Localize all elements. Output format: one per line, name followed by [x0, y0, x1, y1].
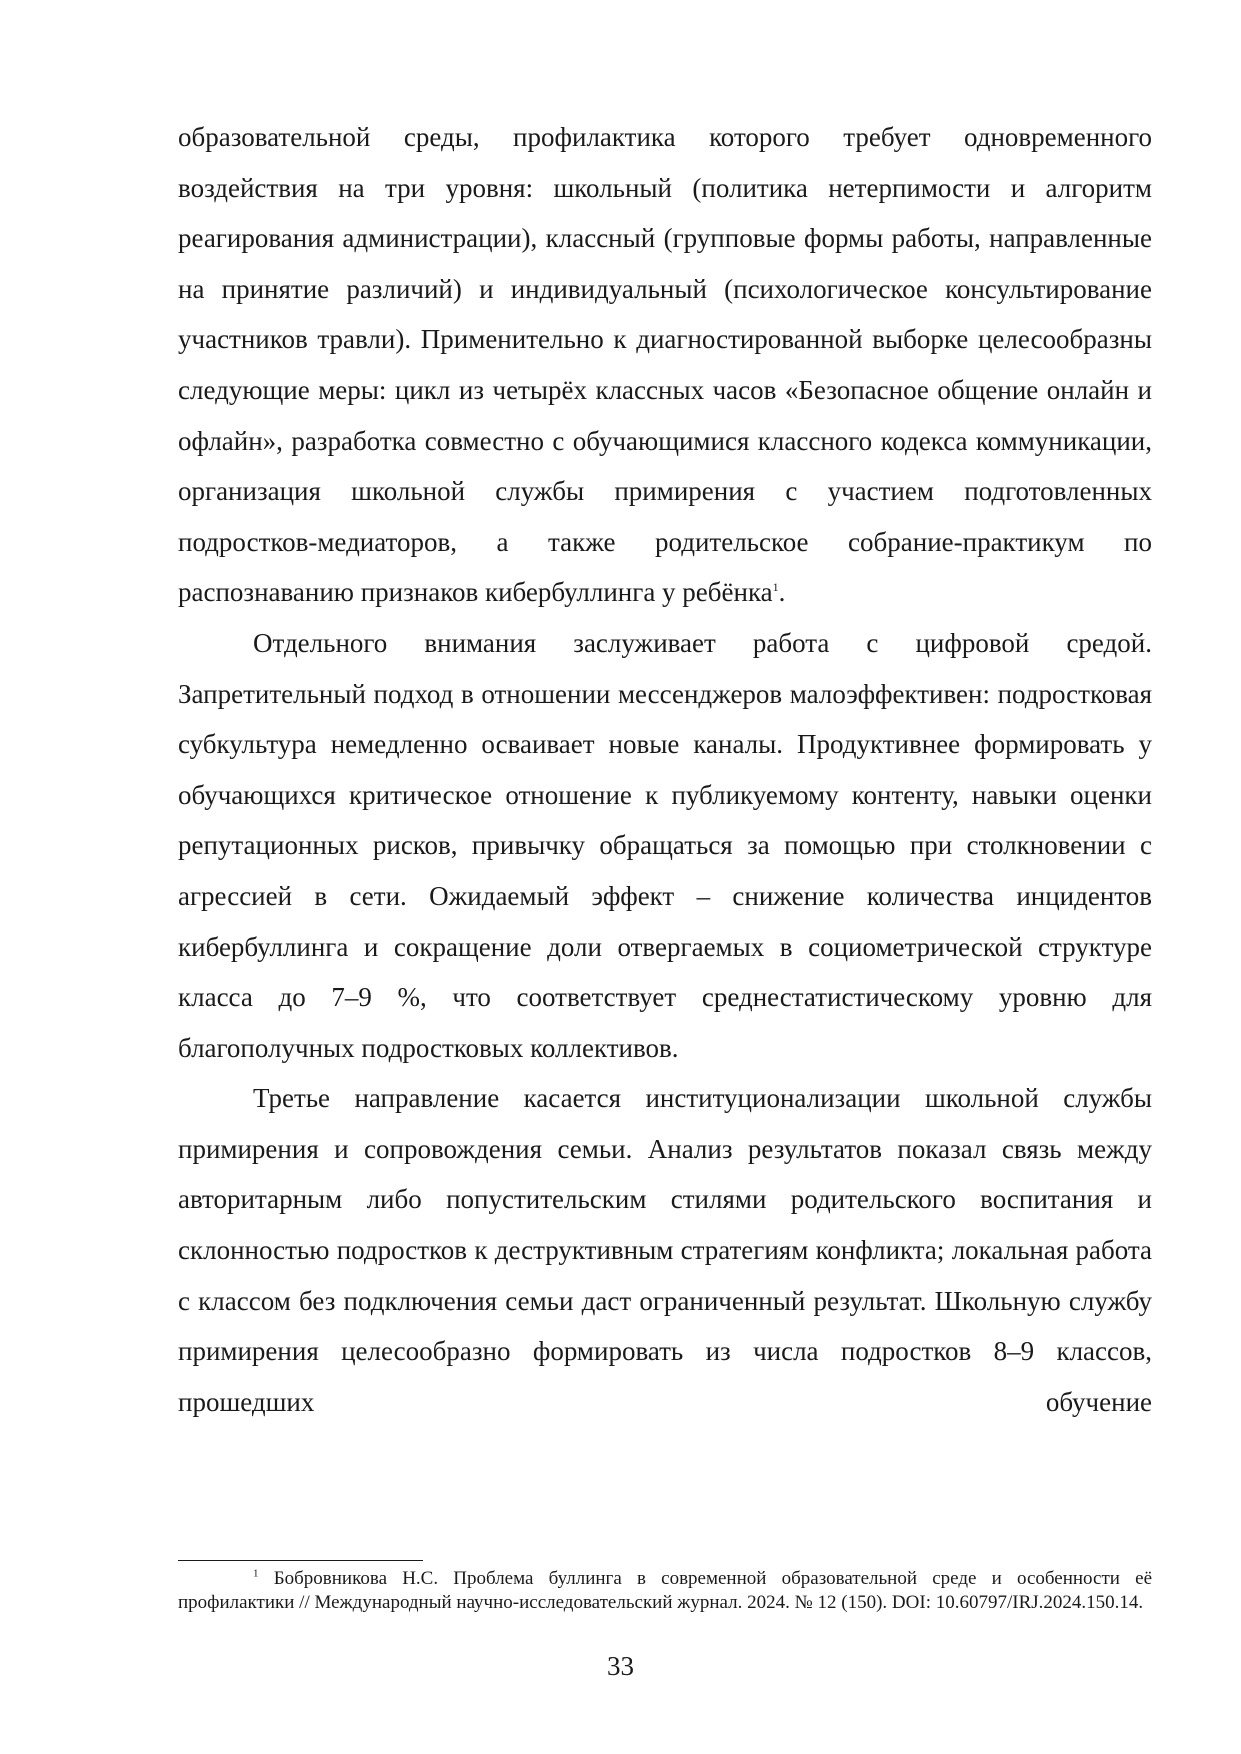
footnote-number: 1: [253, 1567, 259, 1580]
page-number: 33: [607, 1651, 634, 1681]
paragraph-1: [178, 112, 1152, 618]
paragraph-3: Третье направление касается институционализации школьной службы примирения и сопровождения семьи. Анализ результатов показал связь между авторитарным либо попустительским стилями родительского воспитания и склонностью подростков к деструктивным стратегиям конфликта; локальная работа с классом без подключения семьи даст ограниченный результат. Школьную службу примирения целесообразно формировать из числа подростков 8–9 классов, прошедших обучение: [178, 1083, 1152, 1417]
paragraph-1-tail: .: [778, 577, 786, 608]
footnote-citation: Бобровникова Н.С. Проблема буллинга в современной образовательной среде и особенности её профилактики // Международный научно-исследовательский журнал. 2024. № 12 (150). DOI: 10.60797/IRJ.2024.150.14.: [178, 1568, 1153, 1613]
footnote-separator: [178, 1560, 423, 1561]
paragraph-1-text: образовательной среды, профилактика которого требует одновременного воздействия на три уровня: школьный (политика нетерпимости и алгоритм реагирования администрации), классный (групповые формы работы, направленные на принятие различий) и индивидуальный (психологическое консультирование участников травли). Применительно к диагностированной выборке целесообразны следующие меры: цикл из четырёх классных часов «Безопасное общение онлайн и офлайн», разработка совместно с обучающимися классного кодекса коммуникации, организация школьной службы примирения с участием подготовленных подростков-медиаторов, а также родительское собрание-практикум по распознаванию признаков кибербуллинга у ребёнка: [178, 122, 1152, 608]
paragraph-2: Отдельного внимания заслуживает работа с цифровой средой. Запретительный подход в отношении мессенджеров малоэффективен: подростковая субкультура немедленно осваивает новые каналы. Продуктивнее формировать у обучающихся критическое отношение к публикуемому контенту, навыки оценки репутационных рисков, привычку обращаться за помощью при столкновении с агрессией в сети. Ожидаемый эффект – снижение количества инцидентов кибербуллинга и сокращение доли отвергаемых в социометрической структуре класса до 7–9 %, что соответствует среднестатистическому уровню для благополучных подростковых коллективов.: [178, 627, 1152, 1063]
footnote-area: [178, 1560, 1152, 1614]
page-body: [178, 112, 1152, 1427]
footnote-reference[interactable]: 1: [772, 580, 779, 595]
footnote-text: [178, 1567, 1152, 1614]
